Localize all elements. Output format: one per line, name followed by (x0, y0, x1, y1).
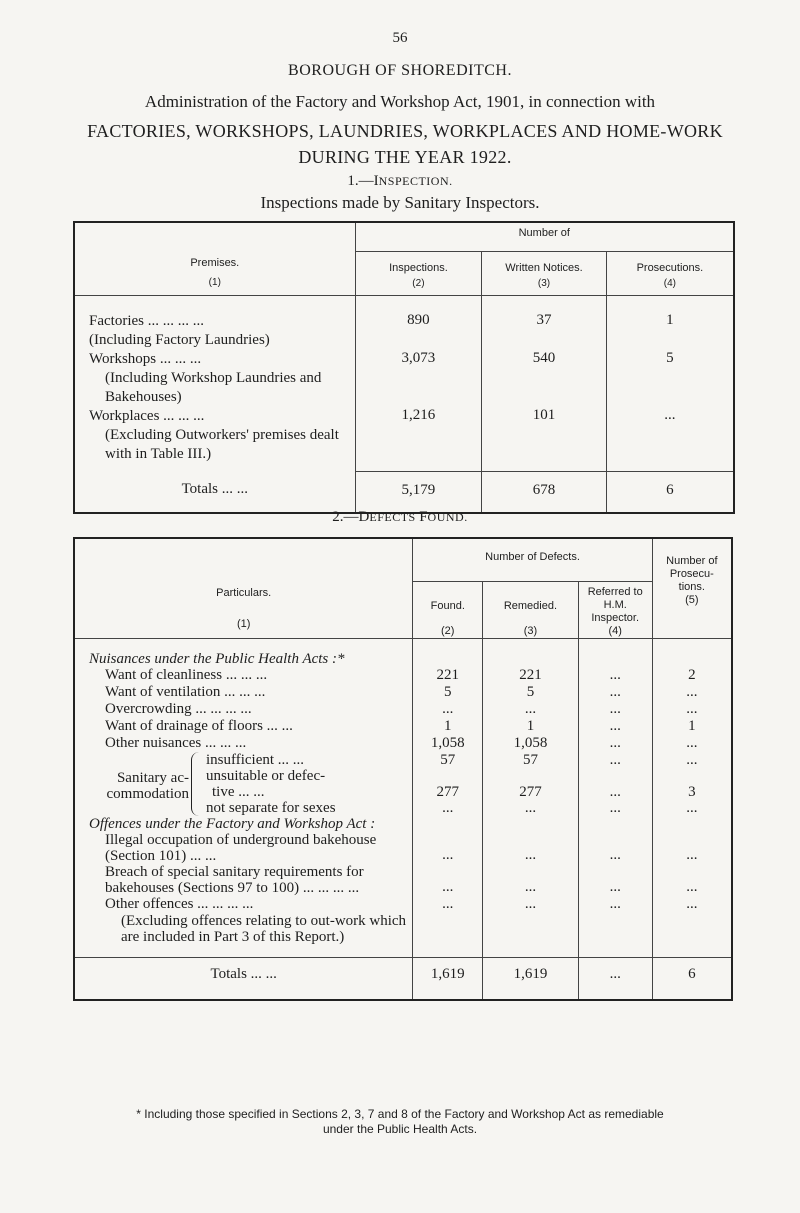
section1-subtitle: Inspections made by Sanitary Inspectors. (260, 193, 540, 212)
row-label: Factories ... ... ... ... (89, 313, 204, 329)
table-row (74, 701, 732, 718)
row-label: Breach of special sanitary requirements for bakehouses (Sections 97 to 100) ... ... ... ... (105, 864, 364, 896)
remedied-cell: ... (483, 701, 579, 718)
row-label: Other nuisances ... ... ... (105, 735, 247, 751)
prosecutions-cell: ... (652, 684, 732, 701)
table-row (74, 296, 734, 351)
remedied-cell: ... (483, 832, 579, 864)
referred-colnum: (4) (608, 625, 622, 637)
number-of-defects-header: Number of Defects. (413, 538, 652, 582)
remedied-header (483, 582, 579, 639)
section2-title-c: OUND. (427, 510, 468, 524)
row-label: Want of cleanliness ... ... ... (105, 667, 268, 683)
section2-title-a: EFECTS (369, 510, 420, 524)
totals-label: Totals ... ... (74, 958, 413, 1001)
defects-table (73, 537, 733, 1001)
sanitary-label-a: Sanitary ac- (116, 770, 189, 786)
found-cell: ... (413, 832, 483, 864)
table-row (74, 667, 732, 684)
written-notices-colnum: (3) (537, 278, 551, 289)
prosecutions-cell: ... (652, 864, 732, 896)
row-sublabel: (Including Factory Laundries) (89, 332, 270, 348)
table-row (74, 407, 734, 471)
table-row (74, 350, 734, 407)
remedied-label: Remedied. (503, 600, 558, 612)
table-row (74, 735, 732, 752)
written-notices-label: Written Notices. (505, 262, 583, 274)
found-cell: ... (413, 800, 483, 816)
table-row (74, 864, 732, 896)
found-label: Found. (430, 600, 465, 612)
number-prosecutions-colnum: (5) (685, 594, 699, 606)
particulars-header (74, 538, 413, 639)
totals-label: Totals ... ... (181, 481, 249, 497)
inspection-table (73, 221, 735, 514)
section2-prefix: 2.—D (332, 509, 370, 525)
section2-title (0, 509, 800, 526)
inspections-cell: 890 (355, 296, 482, 351)
table-row (74, 896, 732, 913)
found-cell: 221 (413, 667, 483, 684)
referred-header (578, 582, 652, 639)
prosecutions-cell: 2 (652, 667, 732, 684)
found-cell: ... (413, 701, 483, 718)
referred-cell: ... (578, 864, 652, 896)
found-cell: 5 (413, 684, 483, 701)
totals-referred: ... (578, 958, 652, 1001)
prosecutions-cell: 3 (652, 784, 732, 800)
sanitary-item-label: unsuitable or defec- (206, 768, 326, 784)
section1-title-rest: NSPECTION. (378, 174, 453, 188)
sanitary-items (206, 752, 336, 816)
prosecutions-cell: ... (652, 701, 732, 718)
totals-notices: 678 (482, 471, 607, 513)
remedied-cell: 5 (483, 684, 579, 701)
referred-cell: ... (578, 667, 652, 684)
found-cell: ... (413, 896, 483, 913)
totals-remedied: 1,619 (483, 958, 579, 1001)
excluding-note: (Excluding offences relating to out-work which are included in Part 3 of this Report.) (121, 913, 407, 945)
prosecutions-cell: ... (652, 735, 732, 752)
brace-icon (191, 752, 204, 816)
remedied-cell: 277 (483, 784, 579, 800)
prosecutions-label: Prosecutions. (636, 262, 704, 274)
notices-cell: 37 (482, 296, 607, 351)
prosecutions-header (606, 252, 734, 296)
sanitary-item-label: not separate for sexes (206, 800, 336, 816)
row-label: Workplaces ... ... ... (89, 408, 205, 424)
referred-cell: ... (578, 735, 652, 752)
referred-cell: ... (578, 752, 652, 768)
borough-title: BOROUGH OF SHOREDITCH. (288, 62, 512, 79)
prosecutions-cell: 5 (606, 350, 734, 407)
particulars-colnum: (1) (236, 618, 251, 630)
notices-cell: 540 (482, 350, 607, 407)
found-cell: 57 (413, 752, 483, 768)
row-label: Illegal occupation of underground bakehouse (Section 101) ... ... (105, 832, 377, 864)
subject-heading: FACTORIES, WORKSHOPS, LAUNDRIES, WORKPLACES AND HOME-WORK DURING THE YEAR 1922. (87, 121, 723, 167)
inspections-colnum: (2) (412, 278, 425, 289)
prosecutions-cell: 1 (606, 296, 734, 351)
totals-inspections: 5,179 (355, 471, 482, 513)
sanitary-label (75, 752, 189, 816)
row-label: Want of drainage of floors ... ... (105, 718, 293, 734)
section1-prefix: 1.—I (347, 173, 379, 189)
section2-title-b: F (419, 509, 428, 525)
remedied-cell: ... (483, 800, 579, 816)
written-notices-header (482, 252, 607, 296)
row-sublabel: (Excluding Outworkers' premises dealt with in Table III.) (105, 427, 339, 462)
premises-label: Premises. (190, 257, 240, 269)
found-cell: 1 (413, 718, 483, 735)
found-cell: ... (413, 864, 483, 896)
referred-label: Referred to H.M. Inspector. (587, 586, 643, 624)
inspections-header (355, 252, 482, 296)
premises-header (74, 222, 355, 296)
remedied-cell: ... (483, 864, 579, 896)
sanitary-label-b: commodation (106, 786, 189, 802)
referred-cell: ... (578, 800, 652, 816)
sanitary-item-label2: tive ... ... (212, 784, 265, 800)
totals-prosecutions: 6 (606, 471, 734, 513)
prosecutions-colnum: (4) (663, 278, 677, 289)
remedied-cell: 221 (483, 667, 579, 684)
inspections-cell: 3,073 (355, 350, 482, 407)
inspections-cell: 1,216 (355, 407, 482, 471)
referred-cell: ... (578, 701, 652, 718)
remedied-cell: 1,058 (483, 735, 579, 752)
table-row (74, 718, 732, 735)
table-row (74, 752, 732, 768)
table-row (74, 832, 732, 864)
notices-cell: 101 (482, 407, 607, 471)
particulars-label: Particulars. (216, 587, 272, 599)
offences-heading-row (74, 816, 732, 832)
row-label: Other offences ... ... ... ... (105, 896, 254, 912)
prosecutions-cell: ... (652, 800, 732, 816)
row-label: Overcrowding ... ... ... ... (105, 701, 252, 717)
prosecutions-cell: ... (652, 752, 732, 768)
prosecutions-cell: ... (606, 407, 734, 471)
section1-title (0, 173, 800, 190)
totals-row (74, 958, 732, 1001)
footnote (0, 1107, 800, 1137)
remedied-cell: 1 (483, 718, 579, 735)
referred-cell: ... (578, 718, 652, 735)
prosecutions-cell: ... (652, 896, 732, 913)
nuisances-heading-row (74, 639, 732, 668)
totals-found: 1,619 (413, 958, 483, 1001)
nuisances-heading: Nuisances under the Public Health Acts :* (89, 651, 345, 667)
number-of-header: Number of (355, 222, 734, 252)
row-label: Want of ventilation ... ... ... (105, 684, 266, 700)
found-cell: 1,058 (413, 735, 483, 752)
offences-heading: Offences under the Factory and Workshop Act : (89, 816, 376, 832)
sanitary-item-label: insufficient ... ... (206, 752, 305, 768)
number-prosecutions-header (652, 538, 732, 639)
totals-row (74, 471, 734, 513)
remedied-cell: ... (483, 896, 579, 913)
prosecutions-cell: 1 (652, 718, 732, 735)
row-label: Workshops ... ... ... (89, 351, 202, 367)
premises-colnum: (1) (208, 277, 221, 288)
table-row (74, 684, 732, 701)
footnote-text: * Including those specified in Sections 2, 3, 7 and 8 of the Factory and Workshop Act as remediable under the Public Health Acts. (136, 1107, 664, 1136)
totals-prosecutions: 6 (652, 958, 732, 1001)
referred-cell: ... (578, 784, 652, 800)
page-number: 56 (392, 30, 408, 46)
note-row (74, 913, 732, 958)
remedied-colnum: (3) (523, 625, 538, 637)
referred-cell: ... (578, 684, 652, 701)
found-header (413, 582, 483, 639)
sanitary-block (74, 752, 413, 816)
number-prosecutions-label: Number of Prosecu-tions. (666, 555, 718, 593)
row-sublabel: (Including Workshop Laundries and Bakehouses) (105, 370, 322, 405)
remedied-cell: 57 (483, 752, 579, 768)
referred-cell: ... (578, 896, 652, 913)
prosecutions-cell: ... (652, 832, 732, 864)
found-cell: 277 (413, 784, 483, 800)
referred-cell: ... (578, 832, 652, 864)
inspections-label: Inspections. (389, 262, 448, 274)
found-colnum: (2) (441, 625, 455, 637)
admin-line: Administration of the Factory and Workshop Act, 1901, in connection with (144, 92, 656, 111)
